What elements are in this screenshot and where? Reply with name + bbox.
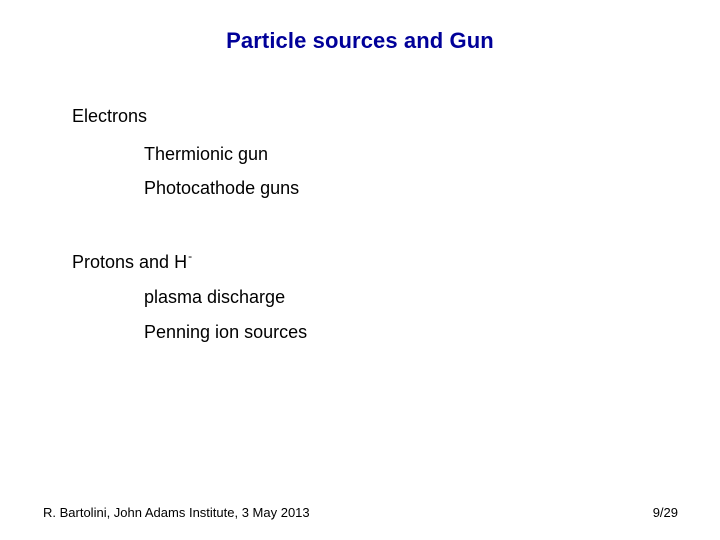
superscript-minus: - <box>188 249 193 263</box>
list-item: plasma discharge <box>144 287 286 307</box>
list-item: Penning ion sources <box>144 322 308 342</box>
footer-credit: R. Bartolini, John Adams Institute, 3 May 2013 <box>43 505 310 520</box>
section-heading-label: Protons and H <box>72 252 188 272</box>
slide-number: 9/29 <box>652 505 678 520</box>
section-heading-electrons <box>72 106 147 127</box>
section-heading-protons <box>72 249 193 273</box>
slide-title: Particle sources and Gun <box>226 28 494 53</box>
section-heading-label: Electrons <box>72 106 148 126</box>
list-item: Photocathode guns <box>144 178 300 198</box>
list-item: Thermionic gun <box>144 144 269 164</box>
